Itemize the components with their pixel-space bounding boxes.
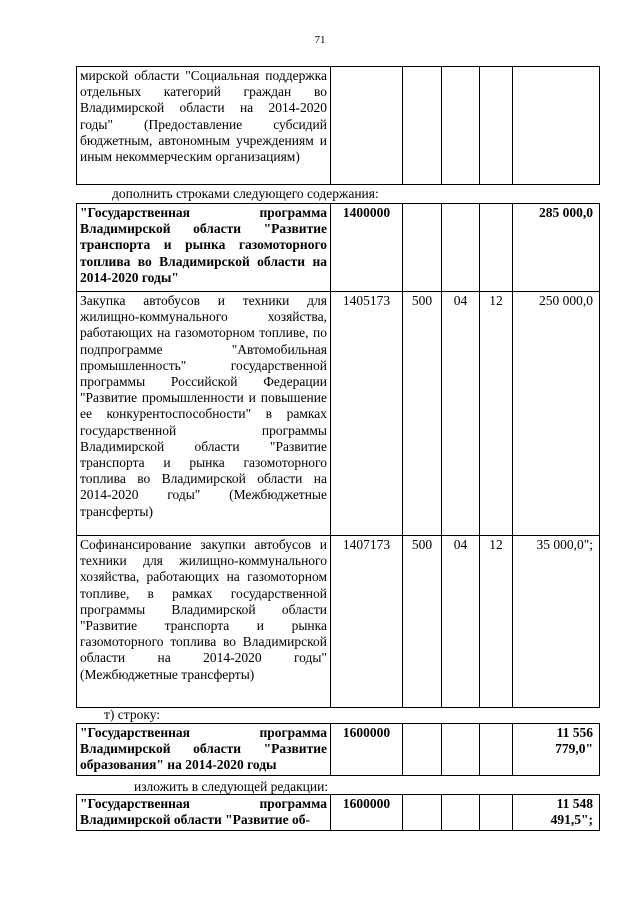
table-replaced-row (76, 723, 600, 776)
instruction-line-t: т) строку: (104, 707, 161, 722)
row-code: 1407173 (331, 536, 403, 708)
row-code (331, 67, 403, 185)
row-amount (513, 67, 600, 185)
row-amount: 285 000,0 (513, 204, 600, 292)
row-code: 1405173 (331, 292, 403, 536)
row-pr (480, 67, 513, 185)
row-amount: 35 000,0"; (513, 536, 600, 708)
row-code: 1600000 (331, 795, 403, 831)
row-pr (480, 724, 513, 776)
row-vr (403, 67, 442, 185)
row-description: Софинансирование закупки автобусов и техники для жилищно-коммунального хозяйства, работающих на газомоторном топливе, в рамках государственной программы Владимирской области "Развитие транспорта и рынка газомоторного топлива во Владимирской области на 2014-2020 годы" (Межбюджетные трансферты) (77, 536, 331, 708)
row-rz: 04 (442, 536, 480, 708)
row-vr (403, 204, 442, 292)
row-rz (442, 724, 480, 776)
row-code: 1600000 (331, 724, 403, 776)
row-rz (442, 204, 480, 292)
row-amount: 11 548 491,5"; (513, 795, 600, 831)
page-number: 71 (314, 34, 326, 46)
table-row (77, 724, 600, 776)
row-pr: 12 (480, 536, 513, 708)
row-description: "Государственная программа Владимирской области "Развитие образования" на 2014-2020 годы (77, 724, 331, 776)
table-added-rows (76, 203, 600, 708)
row-description: Закупка автобусов и техники для жилищно-коммунального хозяйства, работающих на газомоторном топливе, по подпрограмме "Автомобильная промышленность" государственной программы Российской Федерации "Развитие промышленности и повышение ее конкурентоспособности" в рамках государственной программы Владимирской области "Развитие транспорта и рынка газомоторного топлива во Владимирской области на 2014-2020 годы" (Межбюджетные трансферты) (77, 292, 331, 536)
row-pr (480, 204, 513, 292)
row-vr (403, 795, 442, 831)
table-row (77, 292, 600, 536)
row-description: мирской области "Социальная поддержка отдельных категорий граждан во Владимирской области на 2014-2020 годы" (Предоставление субсидий бюджетным, автономным учреждениям и иным некоммерческим организациям) (77, 67, 331, 185)
table-row (77, 204, 600, 292)
row-vr (403, 724, 442, 776)
row-rz: 04 (442, 292, 480, 536)
row-vr: 500 (403, 292, 442, 536)
row-rz (442, 795, 480, 831)
row-amount: 250 000,0 (513, 292, 600, 536)
row-code: 1400000 (331, 204, 403, 292)
instruction-add-rows: дополнить строками следующего содержания: (112, 186, 379, 201)
table-row (77, 67, 600, 185)
table-continuation (76, 66, 600, 185)
row-description: "Государственная программа Владимирской области "Развитие транспорта и рынка газомоторного топлива во Владимирской области на 2014-2020 годы" (77, 204, 331, 292)
row-amount: 11 556 779,0" (513, 724, 600, 776)
table-row (77, 795, 600, 831)
row-pr: 12 (480, 292, 513, 536)
instruction-new-edition: изложить в следующей редакции: (134, 779, 329, 794)
row-pr (480, 795, 513, 831)
row-rz (442, 67, 480, 185)
row-vr: 500 (403, 536, 442, 708)
table-new-edition (76, 794, 600, 831)
row-description: "Государственная программа Владимирской области "Развитие об- (77, 795, 331, 831)
table-row (77, 536, 600, 708)
